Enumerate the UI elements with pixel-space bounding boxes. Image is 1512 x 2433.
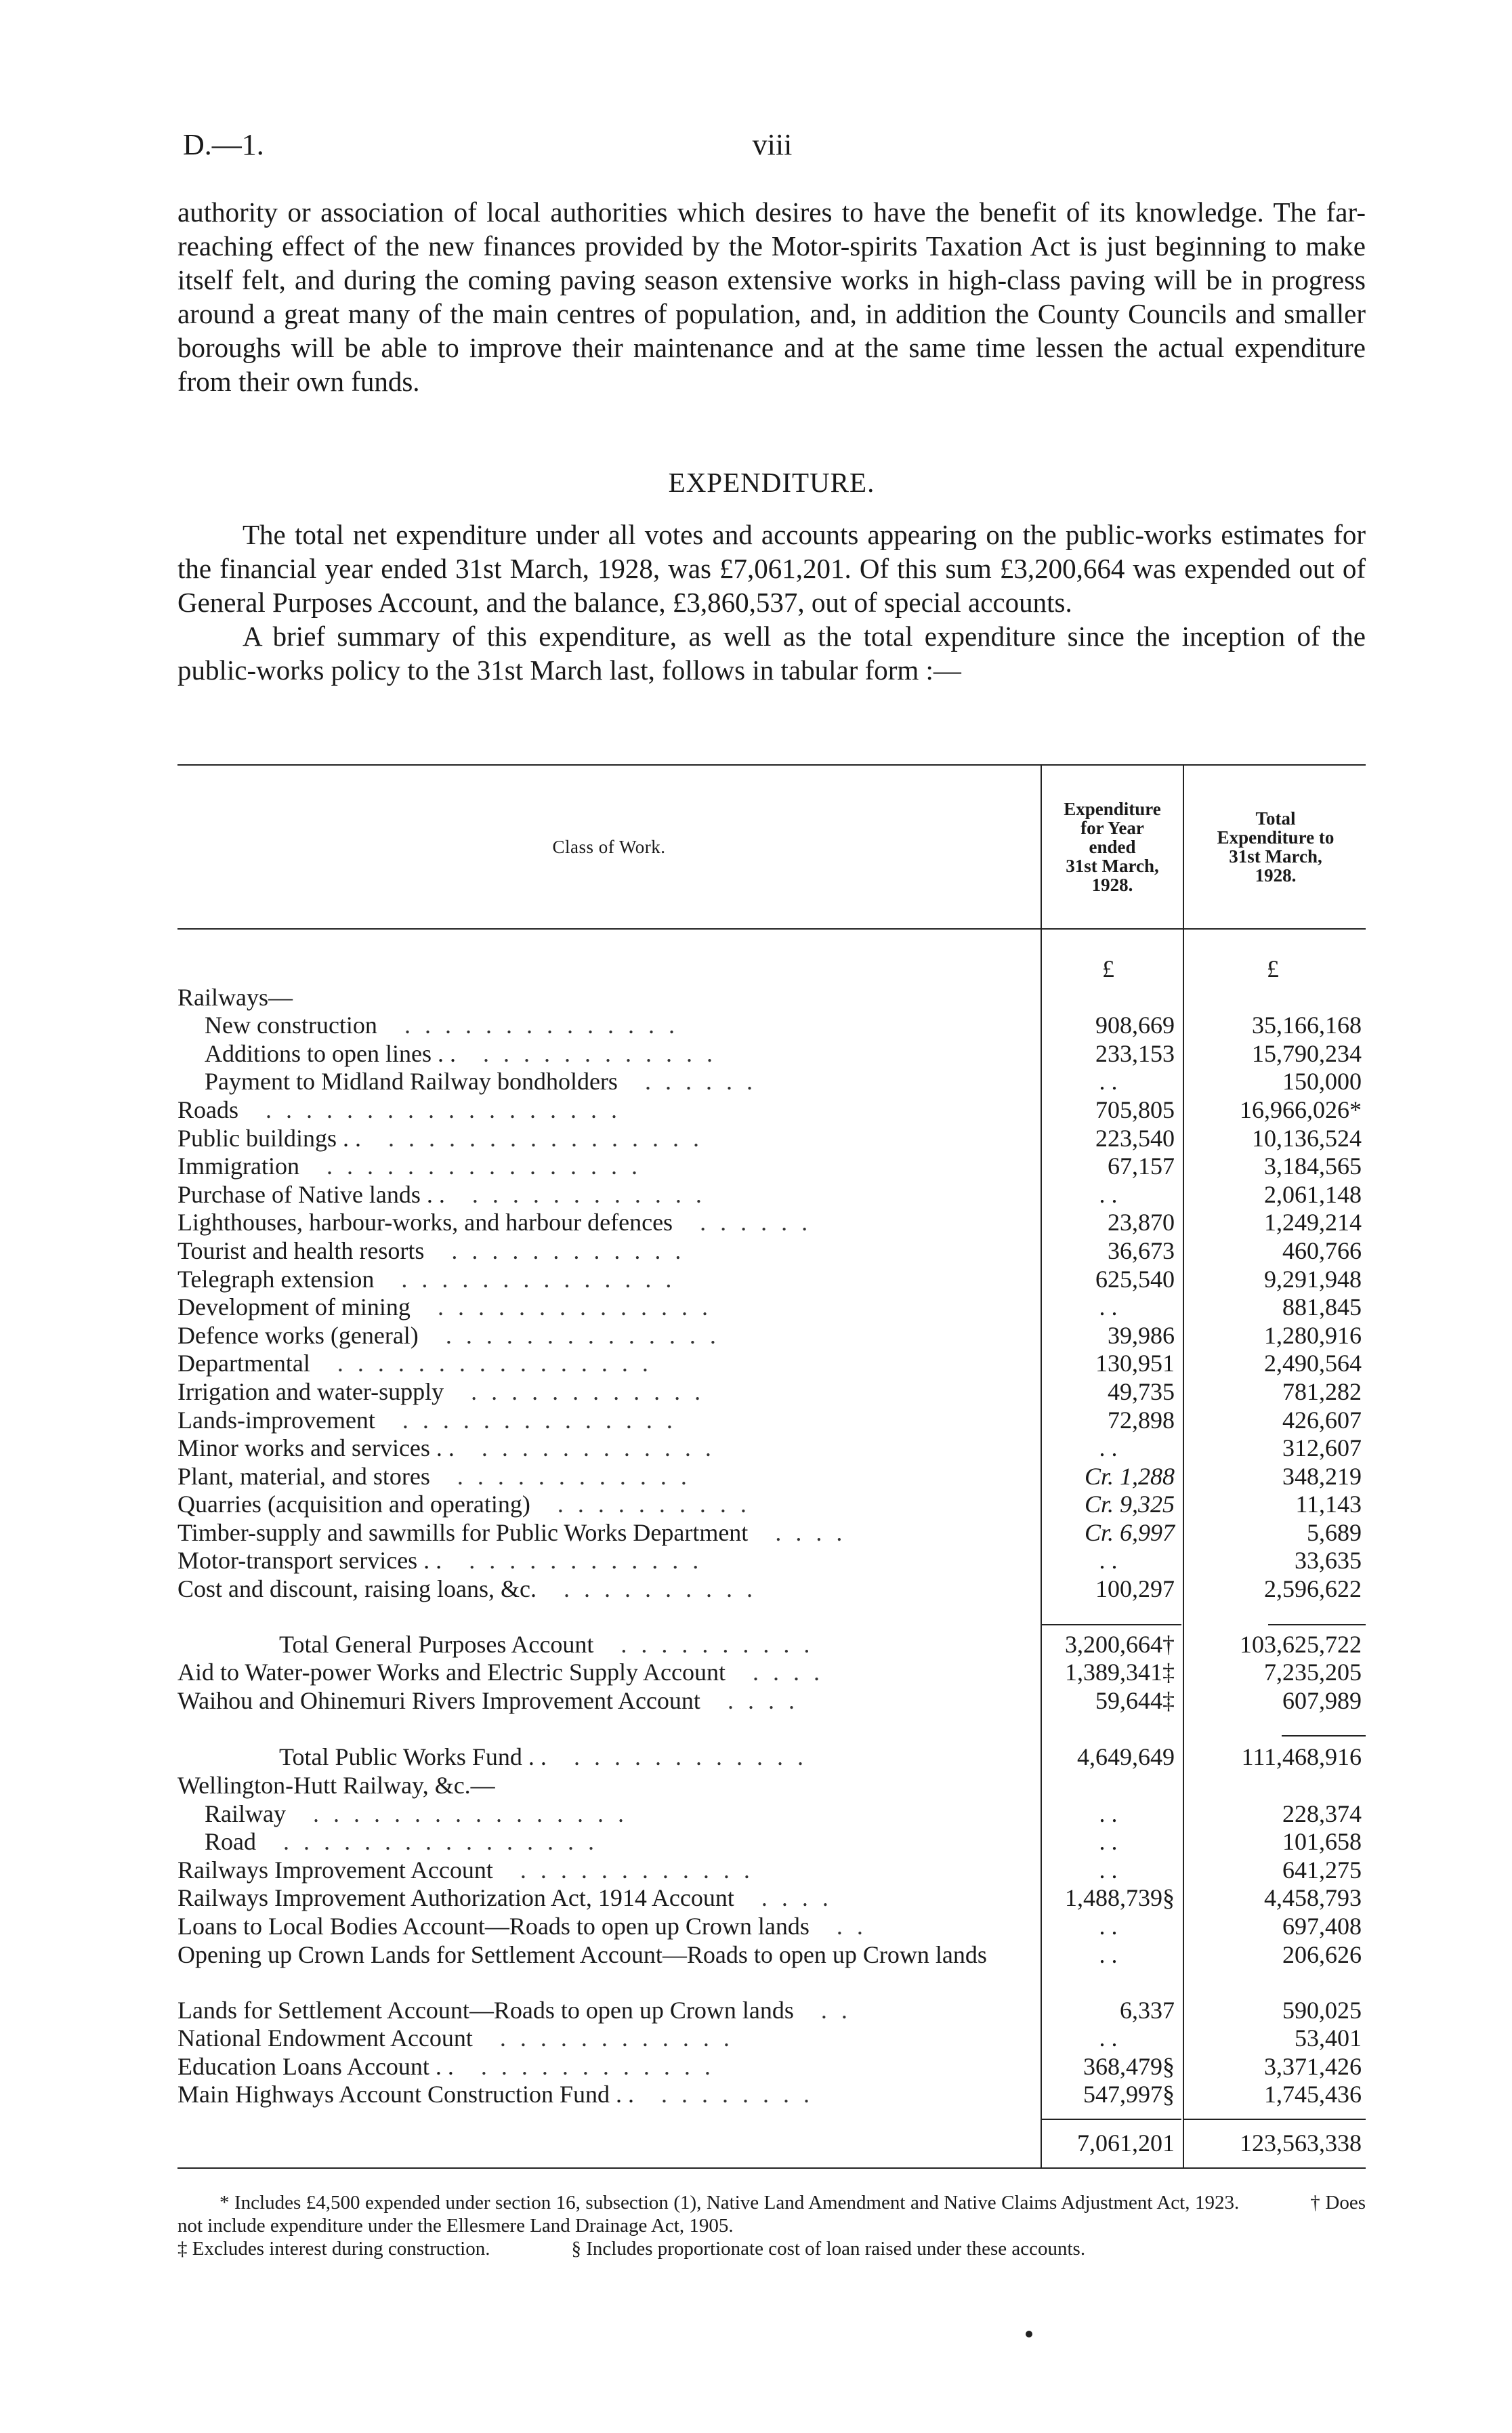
table-row <box>177 1096 1366 1125</box>
row-label <box>177 1350 1041 1378</box>
row-year: . . <box>1099 1434 1118 1462</box>
row-label-text: Lands for Settlement Account—Roads to open up Crown lands <box>177 1996 794 2024</box>
table-row <box>177 1350 1366 1378</box>
row-total: 881,845 <box>1282 1293 1362 1321</box>
footnote-native-land <box>177 2191 1366 2237</box>
row-year: 6,337 <box>1120 1996 1175 2024</box>
ink-dot-mark <box>1026 2331 1032 2337</box>
row-label-text: Railway <box>205 1800 286 1827</box>
table-row <box>177 1687 1366 1715</box>
dot-leader: . . . . . . . . . . . . . . . . <box>337 1350 652 1377</box>
table-row <box>177 1884 1366 1913</box>
row-label-text: Immigration <box>177 1152 299 1180</box>
row-year: Cr. 6,997 <box>1084 1518 1175 1546</box>
row-label <box>177 1828 1041 1856</box>
row-total: 11,143 <box>1295 1491 1362 1518</box>
row-year: 547,997§ <box>1083 2081 1175 2108</box>
footnote-line-2 <box>177 2237 1366 2260</box>
row-label <box>177 1575 1041 1604</box>
table-row <box>177 1913 1366 1941</box>
row-year: 67,157 <box>1108 1152 1175 1180</box>
dot-leader: . . . . . . . . . . <box>563 1575 757 1603</box>
row-label <box>177 1068 1041 1096</box>
row-year: Cr. 1,288 <box>1084 1462 1175 1490</box>
table-row <box>177 1941 1366 1997</box>
row-label <box>177 1209 1041 1237</box>
table-row <box>177 1772 1366 1800</box>
row-label <box>177 1772 1041 1800</box>
row-label-text: Total Public Works Fund . . <box>279 1743 547 1771</box>
row-label-text: Roads <box>177 1096 238 1123</box>
row-total: 2,490,564 <box>1264 1350 1362 1377</box>
grand-total-all: 123,563,338 <box>1240 2129 1362 2157</box>
row-total: 2,061,148 <box>1264 1180 1362 1208</box>
table-row <box>177 2081 1366 2109</box>
row-label-text: Irrigation and water-supply <box>177 1377 444 1405</box>
dot-leader: . . . . <box>761 1884 833 1912</box>
section-heading: EXPENDITURE. <box>668 467 875 498</box>
dot-leader: . . . . . . . . . . . . <box>573 1743 807 1771</box>
header-class-of-work: Class of Work. <box>552 836 666 857</box>
dot-leader: . . . . . . <box>644 1068 757 1096</box>
row-total: 53,401 <box>1295 2024 1362 2052</box>
table-row <box>177 1152 1366 1181</box>
row-year: 100,297 <box>1095 1575 1175 1603</box>
row-total: 150,000 <box>1282 1068 1362 1096</box>
table-row <box>177 1237 1366 1266</box>
table-row <box>177 1631 1366 1659</box>
header-total-expenditure: Total Expenditure to 31st March, 1928. <box>1183 766 1367 928</box>
dot-leader: . . . . <box>775 1518 847 1546</box>
row-total: 35,166,168 <box>1252 1012 1362 1039</box>
row-year: . . <box>1099 1293 1118 1321</box>
table-row <box>177 1575 1366 1604</box>
row-label <box>177 1152 1041 1181</box>
row-label-text: Payment to Midland Railway bondholders <box>205 1068 618 1096</box>
dot-leader: . . . . . . . . . . <box>557 1491 751 1518</box>
row-label <box>177 1237 1041 1266</box>
row-label-text: Wellington-Hutt Railway, &c.— <box>177 1772 495 1800</box>
row-total: 460,766 <box>1282 1236 1362 1264</box>
row-label <box>177 1659 1041 1687</box>
row-label <box>177 1631 1041 1659</box>
row-label-text: Lands-improvement <box>177 1406 375 1434</box>
row-year: 625,540 <box>1095 1265 1175 1293</box>
row-label <box>177 1378 1041 1407</box>
header-expenditure-year: Expenditure for Year ended 31st March, 1928. <box>1041 766 1183 928</box>
row-year: 49,735 <box>1108 1377 1175 1405</box>
row-year: 39,986 <box>1108 1321 1175 1349</box>
dot-leader: . . . . . . . . . . . . <box>520 1856 754 1884</box>
row-year: . . <box>1099 1547 1118 1575</box>
row-label <box>177 1266 1041 1294</box>
row-year: 908,669 <box>1095 1012 1175 1039</box>
row-year: 1,488,739§ <box>1065 1884 1175 1912</box>
row-label <box>177 1096 1041 1125</box>
row-total: 16,966,026* <box>1240 1096 1362 1123</box>
group-general-purposes <box>177 984 1366 1604</box>
footnote-2: † Does not include expenditure under the Ellesmere Land Drainage Act, 1905. <box>177 2192 1366 2237</box>
row-total: 697,408 <box>1282 1913 1362 1940</box>
row-label-text: Waihou and Ohinemuri Rivers Improvement Account <box>177 1686 700 1714</box>
dot-leader: . . . . . . . . . . . . <box>469 1547 703 1575</box>
row-total: 312,607 <box>1282 1434 1362 1462</box>
paragraph-summary-intro: A brief summary of this expenditure, as well as the total expenditure since the inception of the public-works policy to the 31st March last, follows in tabular form :— <box>177 621 1366 686</box>
dot-leader: . . . . . . . . . . . . . . . . <box>388 1124 704 1152</box>
group-public-works-fund <box>177 1743 1366 1940</box>
row-year: . . <box>1099 1068 1118 1096</box>
row-label <box>177 1913 1041 1941</box>
row-year: . . <box>1099 1940 1118 1968</box>
table-row <box>177 1040 1366 1068</box>
row-total: 4,458,793 <box>1264 1884 1362 1912</box>
row-label <box>177 1743 1041 1772</box>
table-row <box>177 1293 1366 1322</box>
table-body <box>177 930 1366 2167</box>
currency-row <box>177 955 1366 984</box>
row-label <box>177 1519 1041 1547</box>
row-total: 111,468,916 <box>1241 1743 1362 1771</box>
page-header <box>183 127 1362 168</box>
row-label-text: Tourist and health resorts <box>177 1236 425 1264</box>
table-row <box>177 1378 1366 1407</box>
row-year: 4,649,649 <box>1077 1743 1175 1771</box>
row-year: 59,644‡ <box>1095 1686 1175 1714</box>
table-row <box>177 984 1366 1012</box>
row-label-text: Motor-transport services . . <box>177 1547 442 1575</box>
expenditure-table <box>177 764 1366 2169</box>
row-total: 641,275 <box>1282 1856 1362 1884</box>
row-year: . . <box>1099 1800 1118 1827</box>
grand-total-row <box>177 2119 1366 2167</box>
currency-year: £ <box>1102 955 1114 982</box>
row-label <box>177 1293 1041 1322</box>
row-label <box>177 1491 1041 1519</box>
row-label <box>177 1181 1041 1209</box>
row-total: 1,249,214 <box>1264 1209 1362 1236</box>
row-total: 33,635 <box>1295 1547 1362 1575</box>
row-label-text: Defence works (general) <box>177 1321 419 1349</box>
row-label-text: Lighthouses, harbour-works, and harbour defences <box>177 1209 673 1236</box>
row-label <box>177 1463 1041 1491</box>
row-total: 103,625,722 <box>1240 1630 1362 1658</box>
row-label-text: Education Loans Account . . <box>177 2052 454 2080</box>
row-year: 72,898 <box>1108 1406 1175 1434</box>
dot-leader: . . . . . . . . . . . . <box>499 2024 734 2052</box>
table-row <box>177 1519 1366 1547</box>
row-total: 1,745,436 <box>1264 2081 1362 2108</box>
dot-leader: . . . . . . . . . . . . <box>480 2052 715 2080</box>
row-year: 130,951 <box>1095 1350 1175 1377</box>
intro-text: authority or association of local authorities which desires to have the benefit of its knowledge. The far-reaching effect of the new finances provided by the Motor-spirits Taxation Act is just beginning to make itself felt, and during the coming paving season extensive works in high-class paving will be in progress around a great many of the main centres of population, and, in addition the County Councils and smaller boroughs will be able to improve their maintenance and at the same time lessen the actual expenditure from their own funds. <box>177 196 1366 397</box>
body-text <box>177 518 1366 687</box>
dot-leader: . . <box>836 1913 867 1940</box>
table-row <box>177 1181 1366 1209</box>
footnote-1: * Includes £4,500 expended under section 16, subsection (1), Native Land Amendment and Native Claims Adjustment Act, 1923. <box>219 2192 1240 2213</box>
row-label <box>177 1884 1041 1913</box>
row-label <box>177 1800 1041 1829</box>
dot-leader: . . . . . . . . . . . . <box>481 1434 715 1462</box>
row-total: 206,626 <box>1282 1940 1362 1968</box>
table-row <box>177 1068 1366 1096</box>
table-row <box>177 1266 1366 1294</box>
table-row <box>177 1743 1366 1772</box>
row-year: 1,389,341‡ <box>1065 1659 1175 1686</box>
table-row <box>177 1800 1366 1829</box>
dot-leader: . . . . . . . . . . . . . . . . <box>283 1828 598 1856</box>
table-header <box>177 766 1366 930</box>
dot-leader: . . . . . . . . . . . . . . <box>402 1406 677 1434</box>
table-row <box>177 1491 1366 1519</box>
dot-leader: . . . . . . . . . . . . <box>457 1462 691 1490</box>
footnote-3: ‡ Excludes interest during construction. <box>177 2238 490 2260</box>
row-year: . . <box>1099 1856 1118 1884</box>
group-special-accounts <box>177 1997 1366 2109</box>
row-label <box>177 1322 1041 1350</box>
table-row <box>177 1434 1366 1463</box>
footnotes <box>177 2191 1366 2260</box>
table-row <box>177 1407 1366 1435</box>
table-row <box>177 1209 1366 1237</box>
table-row <box>177 1828 1366 1856</box>
row-year: 23,870 <box>1108 1209 1175 1236</box>
row-label-text: Additions to open lines . . <box>205 1039 456 1067</box>
paragraph-total-expenditure: The total net expenditure under all votes and accounts appearing on the public-works estimates for the financial year ended 31st March, 1928, was £7,061,201. Of this sum £3,200,664 was expended out of General Purposes Account, and the balance, £3,860,537, out of special accounts. <box>177 519 1366 618</box>
dot-leader: . . . . . . . . . . . . . . <box>401 1265 676 1293</box>
row-label <box>177 1434 1041 1463</box>
currency-total: £ <box>1267 955 1279 982</box>
row-total: 3,371,426 <box>1264 2052 1362 2080</box>
row-total: 10,136,524 <box>1252 1124 1362 1152</box>
row-total: 1,280,916 <box>1264 1321 1362 1349</box>
dot-leader: . . . . . . <box>700 1209 812 1236</box>
table-bottom-rule <box>177 2167 1366 2169</box>
row-year: 36,673 <box>1108 1236 1175 1264</box>
row-total: 15,790,234 <box>1252 1039 1362 1067</box>
table-row <box>177 1322 1366 1350</box>
row-total: 228,374 <box>1282 1800 1362 1827</box>
table-row <box>177 1012 1366 1040</box>
row-label-text: Quarries (acquisition and operating) <box>177 1491 530 1518</box>
row-year: . . <box>1099 1913 1118 1940</box>
dot-leader: . . . . <box>752 1659 824 1686</box>
row-label <box>177 1040 1041 1068</box>
row-label <box>177 2081 1041 2109</box>
row-label-text: Cost and discount, raising loans, &c. <box>177 1575 537 1603</box>
row-total: 9,291,948 <box>1264 1265 1362 1293</box>
dot-leader: . . . . . . . . <box>660 2081 814 2108</box>
row-total: 607,989 <box>1282 1686 1362 1714</box>
footnote-4: § Includes proportionate cost of loan raised under these accounts. <box>571 2238 1086 2260</box>
dot-leader: . . . . . . . . . . . . . . <box>445 1321 720 1349</box>
row-label-text: Railways Improvement Authorization Act, 1914 Account <box>177 1884 734 1912</box>
row-label <box>177 1856 1041 1885</box>
page-number: viii <box>752 128 793 161</box>
row-year: 223,540 <box>1095 1124 1175 1152</box>
row-total: 348,219 <box>1282 1462 1362 1490</box>
row-label-text: National Endowment Account <box>177 2024 473 2052</box>
row-label <box>177 2024 1041 2053</box>
row-label-text: Aid to Water-power Works and Electric Supply Account <box>177 1659 726 1686</box>
dot-leader: . . . . . . . . . . . . . . . . <box>312 1800 628 1827</box>
table-row <box>177 1463 1366 1491</box>
row-label <box>177 1125 1041 1153</box>
dot-leader: . . . . . . . . . . . . <box>471 1377 705 1405</box>
row-total: 590,025 <box>1282 1996 1362 2024</box>
row-label-text: Railways Improvement Account <box>177 1856 493 1884</box>
dot-leader: . . . . . . . . . . . . . . <box>437 1293 712 1321</box>
row-total: 3,184,565 <box>1264 1152 1362 1180</box>
row-label-text: Public buildings . . <box>177 1124 362 1152</box>
row-total: 781,282 <box>1282 1377 1362 1405</box>
row-total: 5,689 <box>1307 1518 1362 1546</box>
row-total: 426,607 <box>1282 1406 1362 1434</box>
row-label-text: Main Highways Account Construction Fund . . <box>177 2081 634 2108</box>
grand-total-year: 7,061,201 <box>1077 2129 1175 2157</box>
row-label-text: Purchase of Native lands . . <box>177 1180 445 1208</box>
row-total: 7,235,205 <box>1264 1659 1362 1686</box>
table-row <box>177 2024 1366 2053</box>
table-row <box>177 1659 1366 1687</box>
row-label-text: Timber-supply and sawmills for Public Works Department <box>177 1518 749 1546</box>
row-year: 233,153 <box>1095 1039 1175 1067</box>
dot-leader: . . . . . . . . . . <box>621 1630 814 1658</box>
dot-leader: . . . . . . . . . . . . <box>451 1236 686 1264</box>
row-label <box>177 1407 1041 1435</box>
row-year: 368,479§ <box>1083 2052 1175 2080</box>
table-row <box>177 1856 1366 1885</box>
row-label-text: Railways— <box>177 983 293 1011</box>
row-total: 2,596,622 <box>1264 1575 1362 1603</box>
table-row <box>177 1547 1366 1575</box>
row-label-text: Departmental <box>177 1350 310 1377</box>
table-row <box>177 1997 1366 2025</box>
row-label <box>177 1997 1041 2025</box>
row-year: Cr. 9,325 <box>1084 1491 1175 1518</box>
table-row <box>177 2053 1366 2081</box>
row-total: 101,658 <box>1282 1828 1362 1856</box>
dot-leader: . . . . . . . . . . . . <box>483 1039 717 1067</box>
dot-leader: . . . . . . . . . . . . . . <box>404 1012 679 1039</box>
row-label <box>177 2053 1041 2081</box>
dot-leader: . . <box>820 1996 852 2024</box>
row-year: 705,805 <box>1095 1096 1175 1123</box>
table-row <box>177 1125 1366 1153</box>
row-label-text: Telegraph extension <box>177 1265 375 1293</box>
row-label-text: Minor works and services . . <box>177 1434 455 1462</box>
row-label-text: Plant, material, and stores <box>177 1462 430 1490</box>
row-label: Opening up Crown Lands for Settlement Account—Roads to open up Crown lands <box>177 1940 987 1968</box>
row-year: . . <box>1099 2024 1118 2052</box>
row-label-text: Loans to Local Bodies Account—Roads to open up Crown lands <box>177 1913 810 1940</box>
row-label <box>177 1547 1041 1575</box>
dot-leader: . . . . . . . . . . . . <box>471 1180 706 1208</box>
row-year: 3,200,664† <box>1065 1630 1175 1658</box>
row-label-text: Total General Purposes Account <box>279 1630 594 1658</box>
row-label-text: Development of mining <box>177 1293 411 1321</box>
document-reference: D.—1. <box>183 128 264 161</box>
row-label-text: New construction <box>205 1012 377 1039</box>
group-general-total <box>177 1631 1366 1715</box>
row-label <box>177 1012 1041 1040</box>
row-year: . . <box>1099 1828 1118 1856</box>
row-label <box>177 1687 1041 1715</box>
intro-paragraph <box>177 195 1366 398</box>
row-label-text: Road <box>205 1828 256 1856</box>
dot-leader: . . . . . . . . . . . . . . . . . . <box>266 1096 621 1123</box>
dot-leader: . . . . <box>727 1686 799 1714</box>
row-label <box>177 984 1041 1012</box>
row-year: . . <box>1099 1180 1118 1208</box>
dot-leader: . . . . . . . . . . . . . . . . <box>326 1152 642 1180</box>
